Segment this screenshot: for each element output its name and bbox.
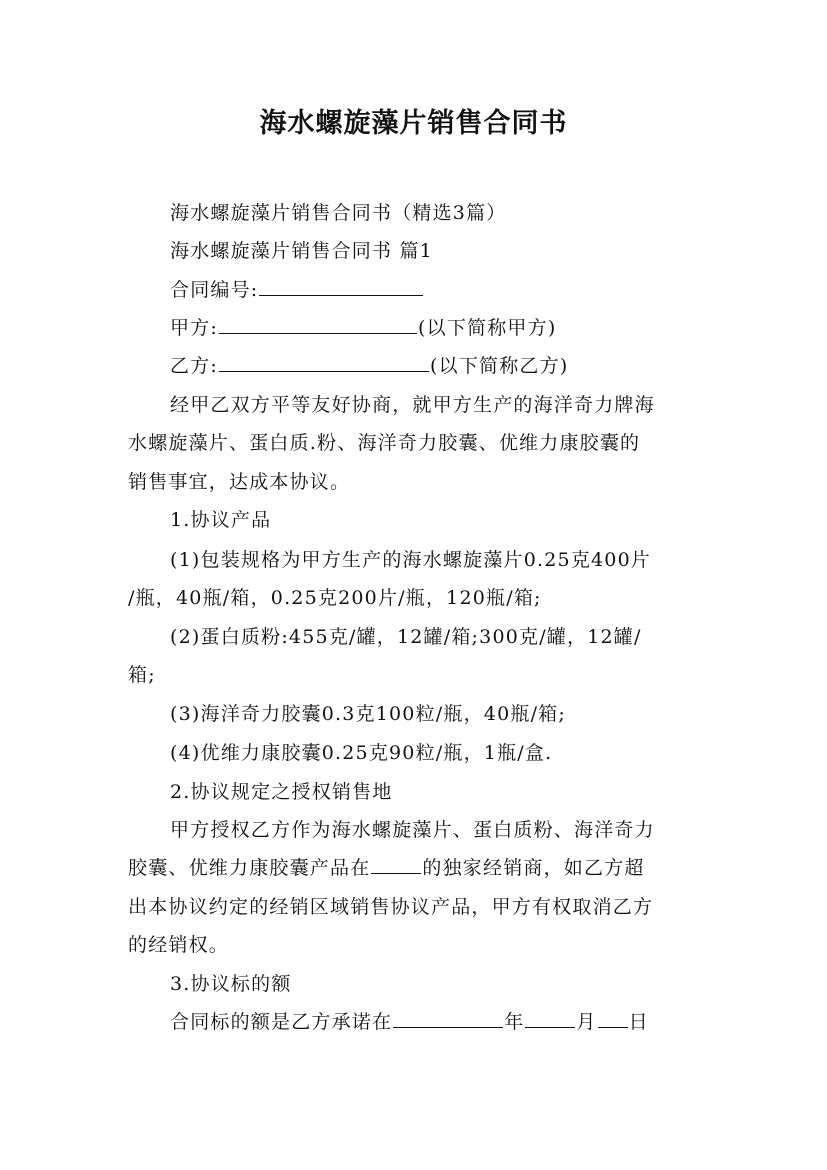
paragraph-line [170, 622, 710, 652]
fill-blank [598, 1007, 628, 1028]
paragraph-line [128, 428, 708, 458]
party-a-line [170, 313, 710, 343]
text: 月 [576, 1011, 597, 1033]
text: 3.协议标的额 [170, 973, 292, 995]
paragraph-line [128, 660, 708, 690]
text: 海水螺旋藻片销售合同书（精选3篇） [170, 202, 507, 224]
paragraph-line [170, 815, 710, 845]
paragraph-line [170, 738, 710, 768]
text: (1)包装规格为甲方生产的海水螺旋藻片0.25克400片 [170, 549, 652, 571]
text: 经甲乙双方平等友好协商，就甲方生产的海洋奇力牌海 [170, 394, 655, 416]
paragraph-line [128, 892, 708, 922]
fill-blank [219, 313, 417, 334]
label: 乙方: [170, 355, 219, 377]
clause-heading [170, 969, 710, 999]
fill-blank [393, 1007, 503, 1028]
note: (以下简称甲方) [418, 317, 557, 339]
text: 水螺旋藻片、蛋白质.粉、海洋奇力胶囊、优维力康胶囊的 [128, 432, 641, 454]
text: 胶囊、优维力康胶囊产品在 [128, 857, 371, 879]
text: 出本协议约定的经销区域销售协议产品，甲方有权取消乙方 [128, 896, 654, 918]
fill-blank [371, 853, 421, 874]
paragraph-line [128, 583, 708, 613]
fill-blank [259, 275, 423, 296]
subtitle-selected [170, 198, 710, 228]
text: 合同标的额是乙方承诺在 [170, 1011, 393, 1033]
fill-blank [525, 1007, 575, 1028]
paragraph-line [128, 930, 708, 960]
text: 海水螺旋藻片销售合同书 篇1 [170, 240, 433, 262]
text: 2.协议规定之授权销售地 [170, 781, 393, 803]
text: 箱; [128, 664, 156, 686]
note: (以下简称乙方) [430, 355, 569, 377]
paragraph-line [128, 853, 708, 883]
text: (3)海洋奇力胶囊0.3克100粒/瓶，40瓶/箱; [170, 703, 566, 725]
paragraph-line [170, 545, 710, 575]
clause-heading [170, 505, 710, 535]
label: 合同编号: [170, 279, 259, 301]
text: 日 [628, 1011, 649, 1033]
text: 1.协议产品 [170, 509, 272, 531]
label: 甲方: [170, 317, 219, 339]
paragraph-line [170, 699, 710, 729]
text: 甲方授权乙方作为海水螺旋藻片、蛋白质粉、海洋奇力 [170, 819, 655, 841]
document-title: 海水螺旋藻片销售合同书 [259, 108, 568, 139]
section-heading [170, 236, 710, 266]
party-b-line [170, 351, 710, 381]
fill-blank [219, 351, 429, 372]
text: /瓶，40瓶/箱，0.25克200片/瓶，120瓶/箱; [128, 587, 542, 609]
paragraph-line [128, 467, 708, 497]
text: 销售事宜，达成本协议。 [128, 471, 351, 493]
text: 的独家经销商，如乙方超 [422, 857, 645, 879]
paragraph-line [170, 1007, 710, 1037]
text: 年 [504, 1011, 525, 1033]
text: (4)优维力康胶囊0.25克90粒/瓶，1瓶/盒. [170, 742, 553, 764]
text: 的经销权。 [128, 934, 230, 956]
contract-number-line [170, 275, 710, 305]
text: (2)蛋白质粉:455克/罐，12罐/箱;300克/罐，12罐/ [170, 626, 642, 648]
clause-heading [170, 777, 710, 807]
paragraph-line [170, 390, 710, 420]
